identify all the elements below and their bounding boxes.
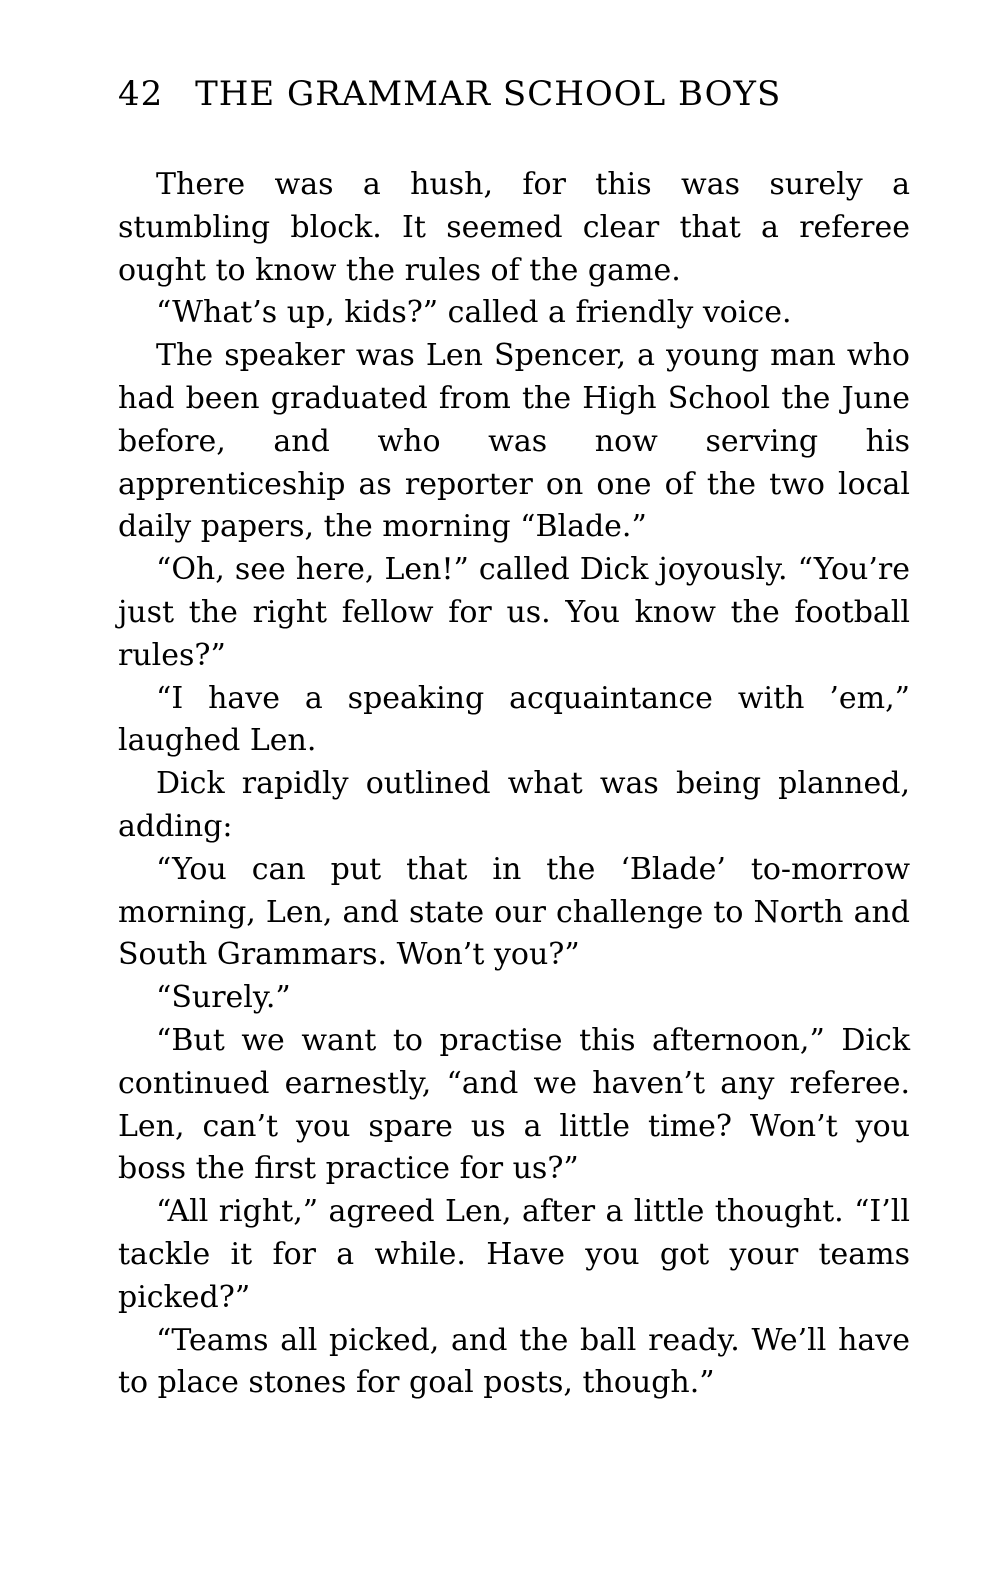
page-number: 42	[118, 74, 164, 114]
paragraph: “I have a speaking acquaintance with ’em,” laughed Len.	[118, 680, 910, 759]
paragraph: Dick rapidly outlined what was being planned, adding:	[118, 766, 910, 844]
paragraph: “Teams all picked, and the ball ready. We’ll have to place stones for goal posts, though.”	[118, 1322, 910, 1401]
paragraph: There was a hush, for this was surely a stumbling block. It seemed clear that a referee ought to know the rules of the game.	[118, 167, 910, 288]
paragraph: “But we want to practise this afternoon,” Dick continued earnestly, “and we haven’t any referee. Len, can’t you spare us a little time? Won’t you boss the first practice for us?”	[118, 1022, 910, 1187]
paragraph: “All right,” agreed Len, after a little thought. “I’ll tackle it for a while. Have you got your teams picked?”	[118, 1194, 910, 1315]
paragraph: “What’s up, kids?” called a friendly voice.	[156, 295, 792, 331]
paragraph: “Oh, see here, Len!” called Dick joyously. “You’re just the right fellow for us. You know the football rules?”	[118, 552, 910, 673]
running-title: THE GRAMMAR SCHOOL BOYS	[195, 74, 782, 114]
book-page	[118, 70, 910, 1405]
page-header	[118, 70, 910, 118]
paragraph: “Surely.”	[156, 980, 291, 1016]
paragraph: The speaker was Len Spencer, a young man who had been graduated from the High School the June before, and who was now serving his apprenticeship as reporter on one of the two local daily papers, the morning “Blade.”	[118, 338, 910, 545]
paragraph: “You can put that in the ‘Blade’ to-morrow morning, Len, and state our challenge to North and South Grammars. Won’t you?”	[118, 851, 910, 973]
body-text	[118, 164, 910, 1405]
